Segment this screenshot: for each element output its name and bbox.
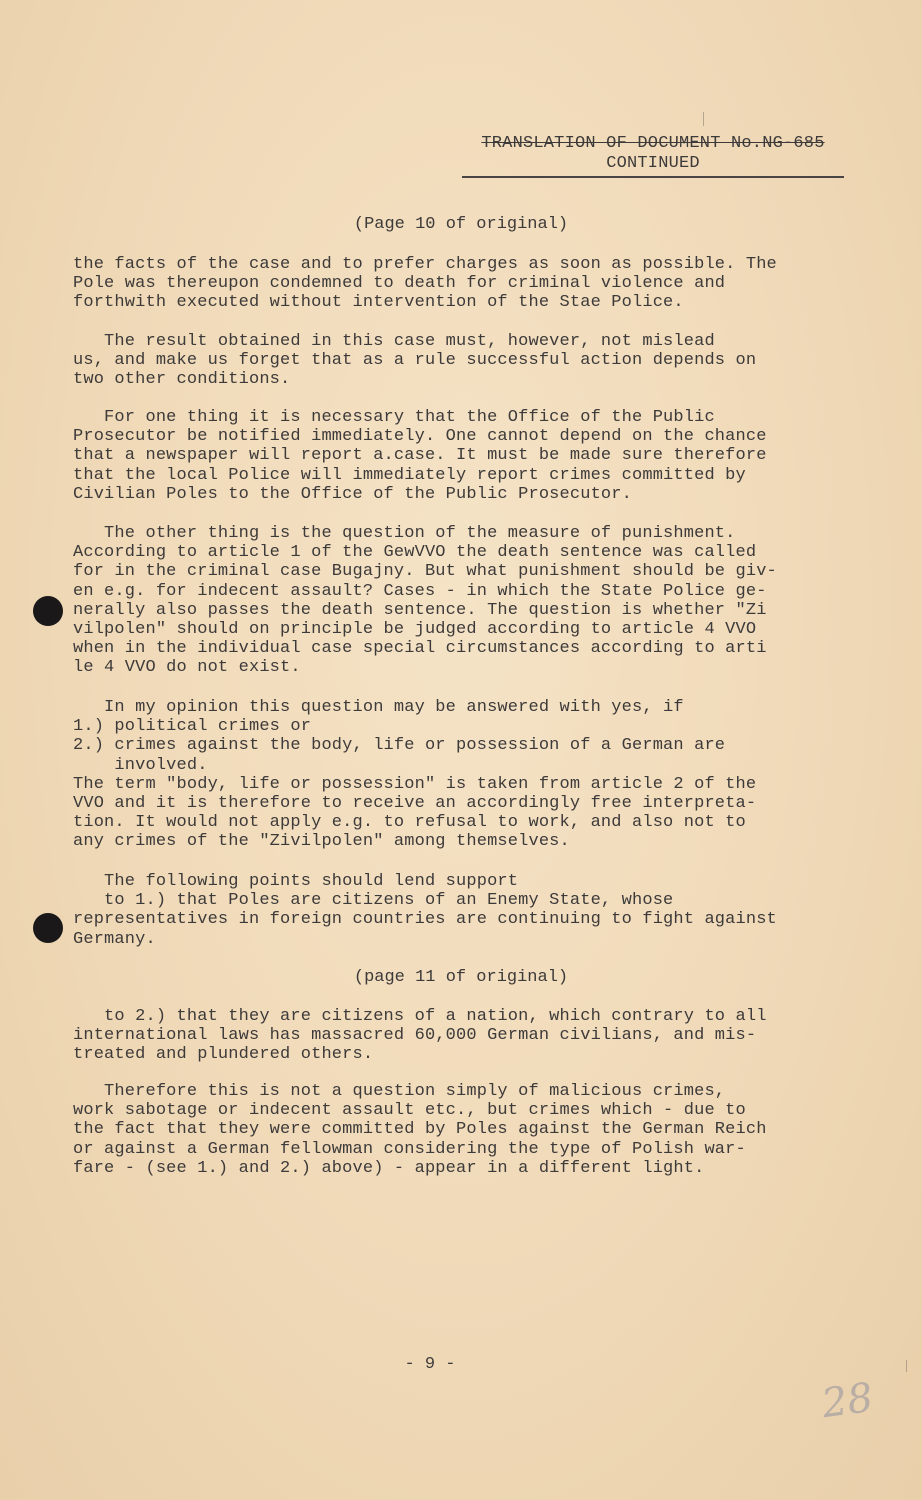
paragraph-2: The result obtained in this case must, however, not mislead us, and make us forget that as a rule successful action depends on two other conditions. bbox=[73, 332, 757, 390]
punch-hole-upper bbox=[33, 596, 63, 626]
page-marker-10: (Page 10 of original) bbox=[353, 215, 569, 234]
paragraph-3: For one thing it is necessary that the Office of the Public Prosecutor be notified immediately. One cannot depend on the chance that a newspaper will report a.case. It must be made sure therefore that the local Police will immediately report crimes committed by Civilian Poles to the Office of the Public Prosecutor. bbox=[73, 408, 767, 504]
paragraph-7: to 2.) that they are citizens of a nation, which contrary to all international laws has massacred 60,000 German civilians, and mis- treated and plundered others. bbox=[73, 1007, 767, 1065]
page-marker-11: (page 11 of original) bbox=[353, 968, 569, 987]
paragraph-5: In my opinion this question may be answered with yes, if 1.) political crimes or 2.) crimes against the body, life or possession of a German are involved. The term "body, life or possession" is taken from article 2 of the VVO and it is therefore to receive an accordingly free interpreta- tion. It would not apply e.g. to refusal to work, and also not to any crimes of the "Zivilpolen" among themselves. bbox=[73, 698, 757, 852]
paragraph-8: Therefore this is not a question simply of malicious crimes, work sabotage or indecent assault etc., but crimes which - due to the fact that they were committed by Poles against the German Reich or against a German fellowman considering the type of Polish war- fare - (see 1.) and 2.) above) - appear in a different light. bbox=[73, 1082, 767, 1178]
paper-mark bbox=[906, 1360, 907, 1372]
document-header bbox=[462, 134, 844, 174]
header-continued: CONTINUED bbox=[606, 154, 700, 173]
page-number: - 9 - bbox=[404, 1355, 456, 1374]
header-rule bbox=[462, 176, 844, 178]
paper-mark bbox=[703, 112, 704, 126]
header-title: TRANSLATION OF DOCUMENT No.NG-685 bbox=[481, 134, 825, 153]
handwritten-number: 28 bbox=[819, 1374, 876, 1428]
punch-hole-lower bbox=[33, 913, 63, 943]
paragraph-1: the facts of the case and to prefer charges as soon as possible. The Pole was thereupon condemned to death for criminal violence and forthwith executed without intervention of the Stae Police. bbox=[73, 255, 777, 313]
paragraph-6: The following points should lend support to 1.) that Poles are citizens of an Enemy State, whose representatives in foreign countries are continuing to fight against Germany. bbox=[73, 872, 777, 949]
paragraph-4: The other thing is the question of the measure of punishment. According to article 1 of the GewVVO the death sentence was called for in the criminal case Bugajny. But what punishment should be giv- en e.g. for indecent assault? Cases - in which the State Police ge- nerally also passes the death sentence. The question is whether "Zi vilpolen" should on principle be judged according to article 4 VVO when in the individual case special circumstances according to arti le 4 VVO do not exist. bbox=[73, 524, 777, 678]
